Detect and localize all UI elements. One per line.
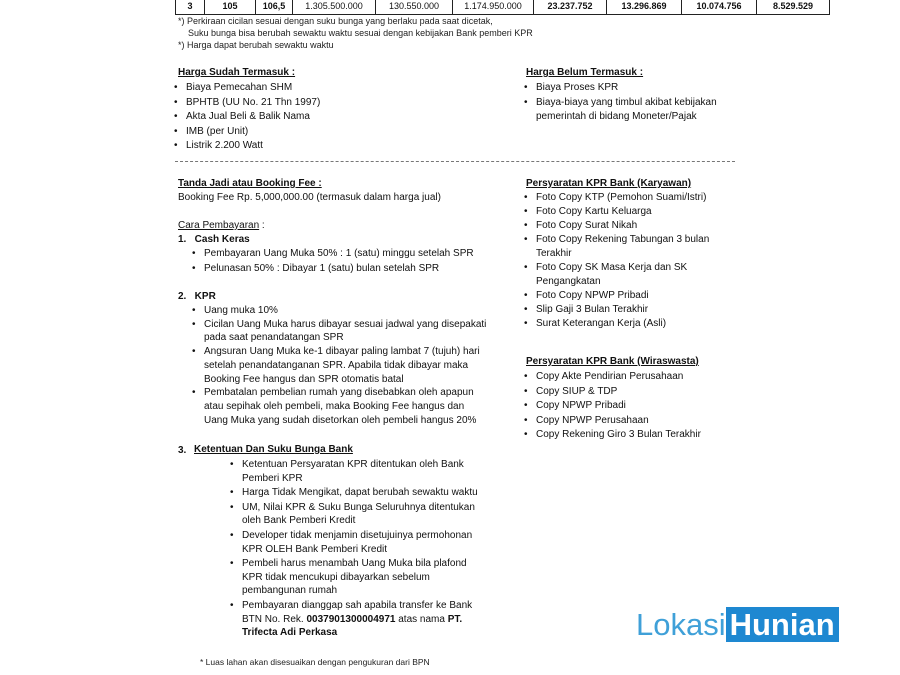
company-name: PT. Trifecta Adi Perkasa — [242, 613, 463, 639]
list-item: • Copy Akte Pendirian Perusahaan — [522, 370, 737, 385]
list-item: • Copy NPWP Pribadi — [522, 399, 737, 414]
logo-text-box: Hunian — [726, 607, 839, 642]
table-cell: 23.237.752 — [534, 0, 607, 15]
harga-sudah-title: Harga Sudah Termasuk : — [178, 67, 296, 78]
list-item: • Akta Jual Beli & Balik Nama — [172, 110, 492, 125]
account-number: 0037901300004971 — [306, 613, 396, 625]
ketentuan-list — [228, 458, 488, 640]
transfer-text-2: atas nama — [395, 613, 448, 625]
list-item: • Foto Copy Rekening Tabungan 3 bulan Terakhir — [522, 233, 737, 261]
table-cell: 1.174.950.000 — [453, 0, 534, 15]
list-item: • Foto Copy Kartu Keluarga — [522, 205, 737, 219]
kpr-list — [190, 304, 490, 427]
harga-sudah-list — [172, 81, 492, 154]
list-item: • UM, Nilai KPR & Suku Bunga Seluruhnya ditentukan oleh Bank Pemberi Kredit — [228, 501, 488, 528]
table-cell: 8.529.529 — [757, 0, 830, 15]
list-item: • Pelunasan 50% : Dibayar 1 (satu) bulan setelah SPR — [190, 262, 490, 277]
list-item: • Biaya Pemecahan SHM — [172, 81, 492, 96]
list-item: • IMB (per Unit) — [172, 125, 492, 140]
note-line: *) Perkiraan cicilan sesuai dengan suku bunga yang berlaku pada saat dicetak, — [178, 16, 493, 26]
ketentuan-number: 3. — [178, 445, 187, 456]
list-item: • Harga Tidak Mengikat, dapat berubah sewaktu waktu — [228, 486, 488, 500]
logo-text: Lokasi — [636, 607, 726, 642]
table-cell: 130.550.000 — [376, 0, 453, 15]
table-cell: 10.074.756 — [682, 0, 757, 15]
kpr-wiraswasta-title: Persyaratan KPR Bank (Wiraswasta) — [526, 356, 699, 367]
list-item: • Listrik 2.200 Watt — [172, 139, 492, 154]
list-item: • BPHTB (UU No. 21 Thn 1997) — [172, 96, 492, 111]
price-table — [175, 0, 830, 15]
list-item: • Copy NPWP Perusahaan — [522, 414, 737, 429]
table-cell: 1.305.500.000 — [293, 0, 376, 15]
note-line: Suku bunga bisa berubah sewaktu waktu sesuai dengan kebijakan Bank pemberi KPR — [188, 28, 533, 38]
list-item: • Foto Copy NPWP Pribadi — [522, 289, 737, 303]
table-cell: 106,5 — [256, 0, 293, 15]
kpr-wiraswasta-list — [522, 370, 737, 443]
list-item: • Foto Copy KTP (Pemohon Suami/Istri) — [522, 191, 737, 205]
cara-title-wrap — [178, 219, 265, 233]
list-item: • Foto Copy Surat Nikah — [522, 219, 737, 233]
list-item: • Angsuran Uang Muka ke-1 dibayar paling lambat 7 (tujuh) hari setelah penandatanganan SPR. Apabila tidak dibayar maka Booking Fee hangus dan SPR otomatis batal — [190, 345, 490, 386]
table-cell: 3 — [176, 0, 205, 15]
cash-keras-title: 1. Cash Keras — [178, 234, 250, 245]
list-item: • Pembayaran Uang Muka 50% : 1 (satu) minggu setelah SPR — [190, 247, 490, 262]
table-cell: 13.296.869 — [607, 0, 682, 15]
list-item: • Slip Gaji 3 Bulan Terakhir — [522, 303, 737, 317]
cash-keras-list — [190, 247, 490, 276]
list-item: • Biaya Proses KPR — [522, 81, 737, 96]
booking-title: Tanda Jadi atau Booking Fee : — [178, 178, 322, 189]
list-item: • Pembeli harus menambah Uang Muka bila plafond KPR tidak mencukupi dibayarkan sebelum pembangunan rumah — [228, 557, 488, 598]
list-item: • Copy SIUP & TDP — [522, 385, 737, 400]
list-item: • Foto Copy SK Masa Kerja dan SK Pengangkatan — [522, 261, 737, 289]
harga-belum-list — [522, 81, 737, 125]
kpr-karyawan-list — [522, 191, 737, 331]
booking-text: Booking Fee Rp. 5,000,000.00 (termasuk dalam harga jual) — [178, 192, 441, 203]
list-item: • Developer tidak menjamin disetujuinya permohonan KPR OLEH Bank Pemberi Kredit — [228, 529, 488, 556]
note-line: *) Harga dapat berubah sewaktu waktu — [178, 40, 334, 50]
list-item: • Biaya-biaya yang timbul akibat kebijakan pemerintah di bidang Moneter/Pajak — [522, 96, 737, 125]
transfer-text: Pembayaran dianggap sah apabila transfer ke Bank BTN No. Rek. — [242, 599, 473, 625]
cara-title: Cara Pembayaran — [178, 220, 260, 231]
lokasihunian-logo — [636, 607, 839, 643]
list-item: • Surat Keterangan Kerja (Asli) — [522, 317, 737, 331]
ketentuan-title: Ketentuan Dan Suku Bunga Bank — [194, 444, 353, 455]
list-item: • Copy Rekening Giro 3 Bulan Terakhir — [522, 428, 737, 443]
footnote: * Luas lahan akan disesuaikan dengan pengukuran dari BPN — [200, 657, 430, 667]
list-item: • Cicilan Uang Muka harus dibayar sesuai jadwal yang disepakati pada saat penandatangan SPR — [190, 318, 490, 345]
kpr-karyawan-title: Persyaratan KPR Bank (Karyawan) — [526, 178, 692, 189]
harga-belum-title: Harga Belum Termasuk : — [526, 67, 644, 78]
section-divider — [175, 161, 735, 162]
list-item: • Uang muka 10% — [190, 304, 490, 318]
cara-colon: : — [259, 220, 265, 231]
list-item: • Pembatalan pembelian rumah yang disebabkan oleh apapun atau sepihak oleh pembeli, maka Booking Fee hangus dan Uang Muka yang sudah disetorkan oleh pembeli hangus 20% — [190, 386, 490, 427]
kpr-title: 2. KPR — [178, 291, 216, 302]
table-cell: 105 — [205, 0, 256, 15]
list-item — [228, 599, 488, 640]
table-row — [176, 0, 830, 15]
list-item: • Ketentuan Persyaratan KPR ditentukan oleh Bank Pemberi KPR — [228, 458, 488, 485]
